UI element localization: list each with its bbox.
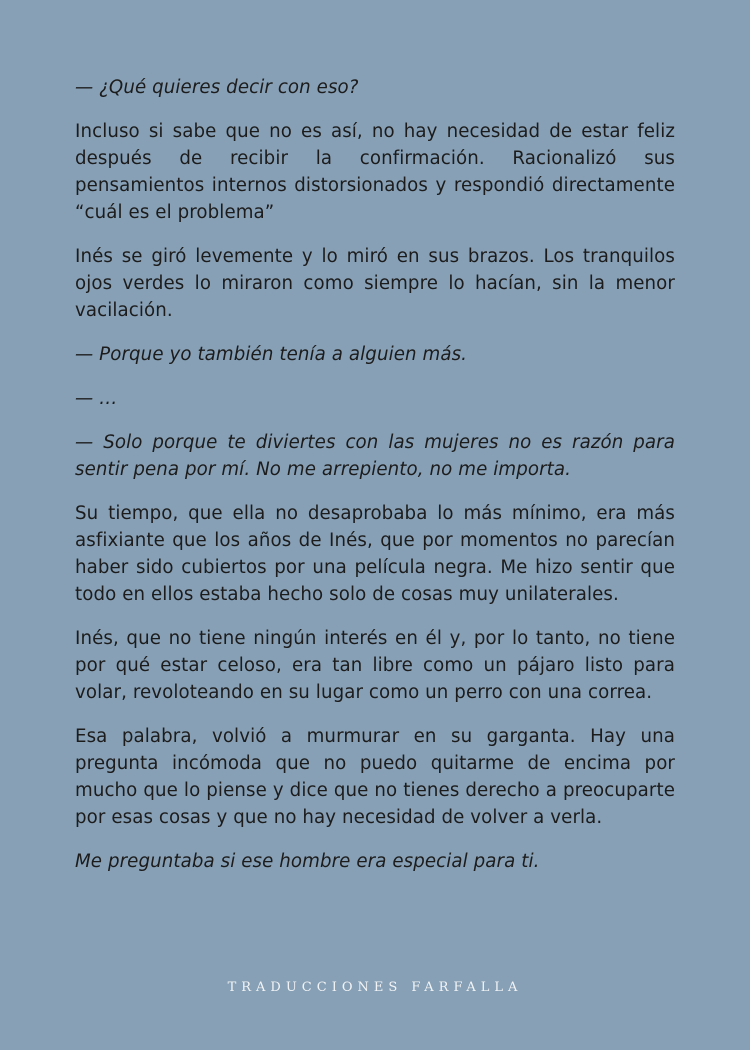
narrative-paragraph: Inés, que no tiene ningún interés en él y, por lo tanto, no tiene por qué estar celoso, era tan libre como un pájaro listo para volar, revoloteando en su lugar como un perro con una correa. xyxy=(75,628,675,703)
narrative-paragraph: Inés se giró levemente y lo miró en sus brazos. Los tranquilos ojos verdes lo miraron como siempre lo hacían, sin la menor vacilación. xyxy=(75,246,675,321)
italic-thought-line: Me preguntaba si ese hombre era especial para ti. xyxy=(75,851,540,872)
dialogue-line: — ¿Qué quieres decir con eso? xyxy=(75,77,359,98)
dialogue-line: — Porque yo también tenía a alguien más. xyxy=(75,344,468,365)
dialogue-line: — … xyxy=(75,388,118,409)
narrative-paragraph: Su tiempo, que ella no desaprobaba lo más mínimo, era más asfixiante que los años de Inés, que por momentos no parecían haber sido cubiertos por una película negra. Me hizo sentir que todo en ellos estaba hecho solo de cosas muy unilaterales. xyxy=(75,503,675,605)
page-text xyxy=(75,74,675,892)
footer-credit: TRADUCCIONES FARFALLA xyxy=(227,980,523,995)
narrative-paragraph: Incluso si sabe que no es así, no hay necesidad de estar feliz después de recibir la confirmación. Racionalizó sus pensamientos internos distorsionados y respondió directamente “cuál es el problema” xyxy=(75,121,675,223)
dialogue-line: — Solo porque te diviertes con las mujeres no es razón para sentir pena por mí. No me arrepiento, no me importa. xyxy=(75,432,675,480)
narrative-paragraph: Esa palabra, volvió a murmurar en su garganta. Hay una pregunta incómoda que no puedo quitarme de encima por mucho que lo piense y dice que no tienes derecho a preocuparte por esas cosas y que no hay necesidad de volver a verla. xyxy=(75,726,675,828)
